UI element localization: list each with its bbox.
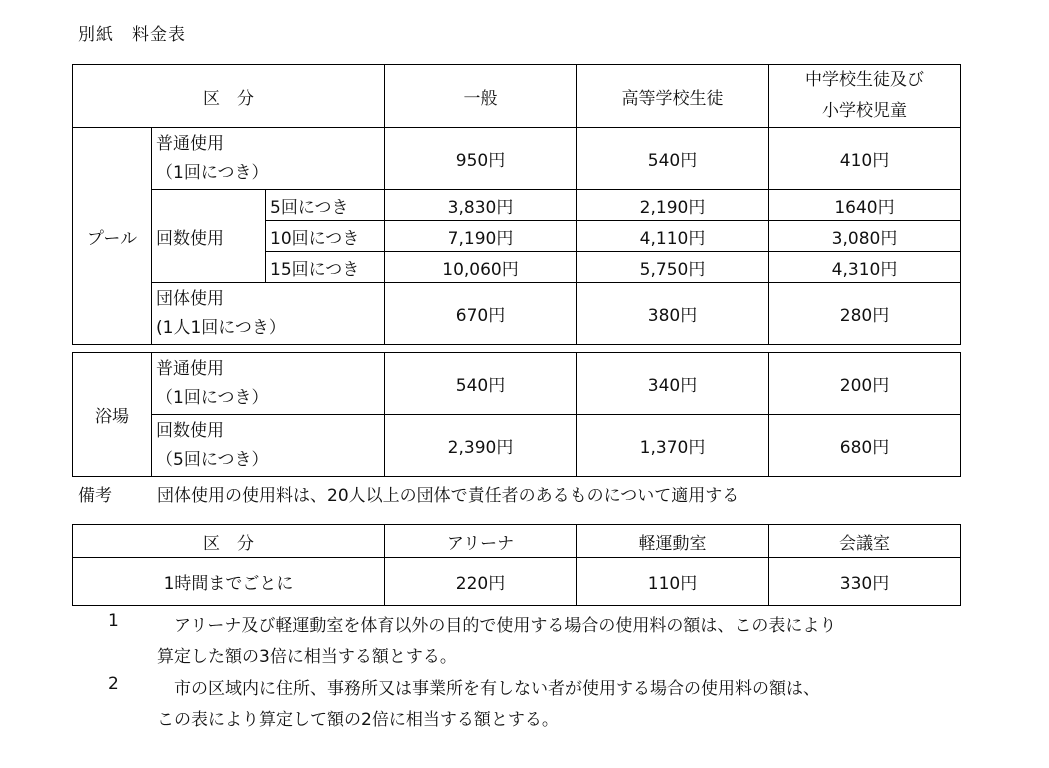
note-1-line2: 算定した額の3倍に相当する額とする。 bbox=[157, 647, 457, 667]
bath-multi-label bbox=[152, 415, 385, 477]
note-1-number: 1 bbox=[108, 611, 119, 631]
pool-multi-1-junior: 3,080円 bbox=[769, 221, 961, 252]
pool-label: プール bbox=[73, 128, 152, 345]
pool-normal-line1: 普通使用 bbox=[156, 133, 224, 154]
page-title: 別紙 料金表 bbox=[78, 25, 186, 45]
pool-normal-line2: （1回につき） bbox=[156, 162, 269, 183]
pool-multi-0-general: 3,830円 bbox=[385, 190, 577, 221]
table-row bbox=[73, 415, 961, 477]
facility-row-label: 1時間までごとに bbox=[73, 558, 385, 606]
pool-multi-1-label: 10回につき bbox=[266, 221, 385, 252]
table-row bbox=[73, 558, 961, 606]
bath-multi-junior: 680円 bbox=[769, 415, 961, 477]
remark-text: 団体使用の使用料は、20人以上の団体で責任者のあるものについて適用する bbox=[157, 486, 740, 506]
pool-multi-0-label: 5回につき bbox=[266, 190, 385, 221]
header-general: 一般 bbox=[385, 65, 577, 128]
bath-normal-line2: （1回につき） bbox=[156, 387, 269, 408]
facility-header-light-gym: 軽運動室 bbox=[577, 525, 769, 558]
pool-multi-2-junior: 4,310円 bbox=[769, 252, 961, 283]
table-header-row bbox=[73, 65, 961, 128]
facility-row-arena: 220円 bbox=[385, 558, 577, 606]
pool-multi-2-label: 15回につき bbox=[266, 252, 385, 283]
pool-multi-1-high: 4,110円 bbox=[577, 221, 769, 252]
pool-fee-table bbox=[72, 64, 961, 345]
pool-multi-0-junior: 1640円 bbox=[769, 190, 961, 221]
note-2-number: 2 bbox=[108, 674, 119, 694]
pool-multi-2-high: 5,750円 bbox=[577, 252, 769, 283]
table-header-row bbox=[73, 525, 961, 558]
facility-header-category: 区 分 bbox=[73, 525, 385, 558]
pool-group-label bbox=[152, 283, 385, 345]
table-row bbox=[73, 353, 961, 415]
pool-multi-0-high: 2,190円 bbox=[577, 190, 769, 221]
bath-normal-high: 340円 bbox=[577, 353, 769, 415]
facility-fee-table bbox=[72, 524, 961, 606]
bath-normal-junior: 200円 bbox=[769, 353, 961, 415]
facility-header-arena: アリーナ bbox=[385, 525, 577, 558]
facility-row-meeting: 330円 bbox=[769, 558, 961, 606]
pool-group-line2: (1人1回につき） bbox=[156, 317, 286, 338]
bath-normal-line1: 普通使用 bbox=[156, 358, 224, 379]
bath-multi-line2: （5回につき） bbox=[156, 449, 269, 470]
header-junior bbox=[769, 65, 961, 128]
pool-multi-label: 回数使用 bbox=[152, 190, 266, 283]
header-junior-line2: 小学校児童 bbox=[822, 101, 907, 121]
note-2-line1: 市の区域内に住所、事務所又は事業所を有しない者が使用する場合の使用料の額は、 bbox=[157, 679, 820, 699]
table-row bbox=[73, 128, 961, 190]
table-row bbox=[73, 190, 961, 221]
bath-fee-table bbox=[72, 352, 961, 477]
note-1-line1: アリーナ及び軽運動室を体育以外の目的で使用する場合の使用料の額は、この表により bbox=[157, 616, 837, 636]
pool-group-general: 670円 bbox=[385, 283, 577, 345]
bath-normal-general: 540円 bbox=[385, 353, 577, 415]
bath-multi-general: 2,390円 bbox=[385, 415, 577, 477]
facility-row-light-gym: 110円 bbox=[577, 558, 769, 606]
bath-multi-line1: 回数使用 bbox=[156, 420, 224, 441]
header-category bbox=[73, 65, 385, 128]
bath-multi-high: 1,370円 bbox=[577, 415, 769, 477]
pool-multi-2-general: 10,060円 bbox=[385, 252, 577, 283]
header-high-school: 高等学校生徒 bbox=[577, 65, 769, 128]
pool-normal-general: 950円 bbox=[385, 128, 577, 190]
note-2-line2: この表により算定して額の2倍に相当する額とする。 bbox=[157, 710, 559, 730]
pool-group-high: 380円 bbox=[577, 283, 769, 345]
pool-group-line1: 団体使用 bbox=[156, 288, 224, 309]
header-junior-line1: 中学校生徒及び bbox=[805, 70, 924, 90]
bath-label: 浴場 bbox=[73, 353, 152, 477]
pool-group-junior: 280円 bbox=[769, 283, 961, 345]
bath-normal-label bbox=[152, 353, 385, 415]
pool-multi-1-general: 7,190円 bbox=[385, 221, 577, 252]
pool-normal-high: 540円 bbox=[577, 128, 769, 190]
table-row bbox=[73, 283, 961, 345]
header-category-label: 区 分 bbox=[203, 88, 254, 109]
remark-label: 備考 bbox=[78, 486, 112, 506]
pool-normal-junior: 410円 bbox=[769, 128, 961, 190]
pool-normal-label bbox=[152, 128, 385, 190]
facility-header-meeting: 会議室 bbox=[769, 525, 961, 558]
